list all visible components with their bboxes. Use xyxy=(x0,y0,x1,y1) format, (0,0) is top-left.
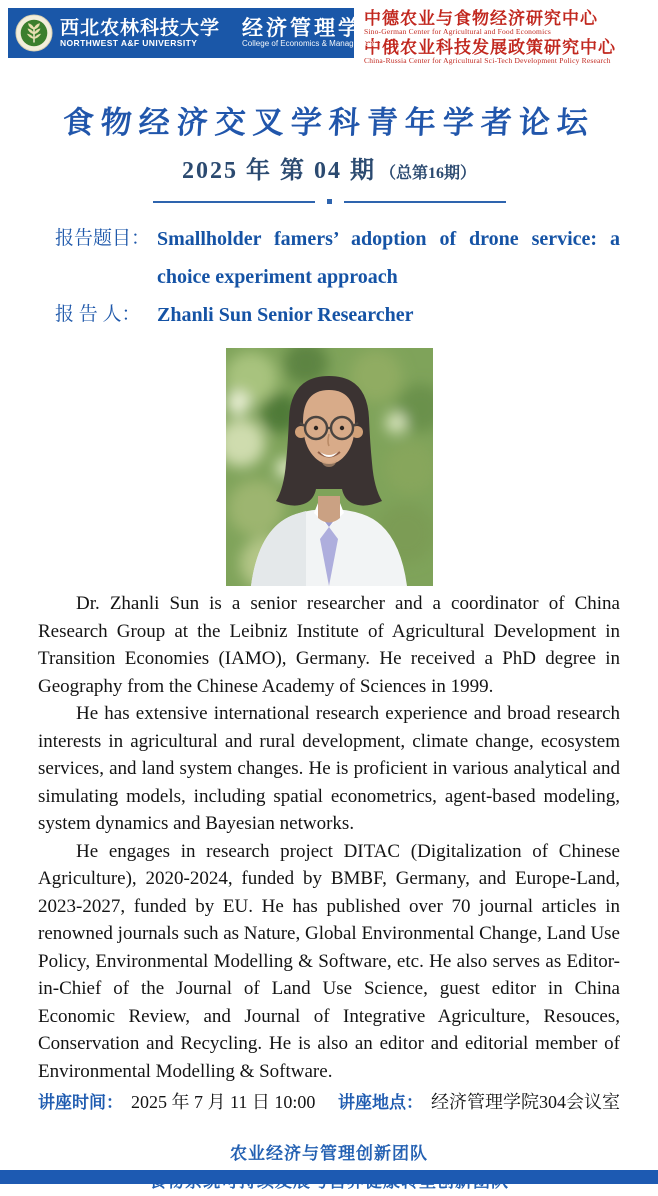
center-1-en: Sino-German Center for Agricultural and Food Economics xyxy=(364,27,552,36)
report-topic-row xyxy=(55,220,620,296)
speaker-photo xyxy=(226,348,433,586)
divider-dot xyxy=(327,199,332,204)
center-2-en: China-Russia Center for Agricultural Sci-Tech Development Policy Research xyxy=(364,55,611,65)
bio-paragraph-2: He has extensive international research experience and broad research interests in agricultural and rural development, climate change, ecosystem services, and land system changes. He is proficient in various analytical and simulating models, including spatial econometrics, agent-based modeling, system dynamics and Bayesian networks. xyxy=(38,703,620,834)
speaker-bio xyxy=(38,590,620,1085)
university-banner xyxy=(8,8,387,58)
university-name-cn: 西北农林科技大学 xyxy=(60,17,221,39)
team-1: 农业经济与管理创新团队 xyxy=(230,1144,428,1163)
university-name xyxy=(60,19,220,48)
issue-line xyxy=(0,150,658,185)
issue-sub: （总第16期） xyxy=(379,165,476,182)
report-info xyxy=(55,220,620,334)
report-speaker-label: 报 告 人： xyxy=(55,304,141,325)
lecture-venue-value: 经济管理学院304会议室 xyxy=(431,1092,620,1112)
divider-line-left xyxy=(153,201,315,203)
issue-main: 2025 年 第 04 期 xyxy=(181,158,376,184)
university-logo-icon xyxy=(15,14,53,52)
college-name-cn: 经济管理学院 xyxy=(242,17,387,41)
schedule-line xyxy=(38,1087,620,1118)
divider-line-right xyxy=(344,201,506,203)
report-speaker-row xyxy=(55,296,620,334)
lecture-time-value: 2025 年 7 月 11 日 10:00 xyxy=(131,1092,316,1112)
report-speaker: Zhanli Sun Senior Researcher xyxy=(157,304,414,326)
research-centers xyxy=(354,8,616,67)
report-topic: Smallholder famers’ adoption of drone service: a choice experiment approach xyxy=(157,228,620,288)
bottom-blue-bar xyxy=(0,1170,658,1184)
lecture-venue-label: 讲座地点： xyxy=(338,1093,423,1112)
bio-paragraph-3: He engages in research project DITAC (Digitalization of Chinese Agriculture), 2020-2024, funded by BMBF, Germany, and Europe-Land, 2023-2027, funded by EU. He has published over 70 journal articles in renowned journals such as Nature, Global Environmental Change, Land Use Policy, Environmental Modelling & Software, etc. He also serves as Editor-in-Chief of the Journal of Land Use Science, guest editor in China Economic Review, and Journal of Integrative Agriculture, Resouces, Conservation and Recycling. He is also an editor and editorial member of Environmental Modelling & Software. xyxy=(38,840,620,1082)
decorative-divider xyxy=(0,199,658,204)
lecture-time-label: 讲座时间： xyxy=(38,1093,123,1112)
center-2-cn: 中俄农业科技发展政策研究中心 xyxy=(364,37,616,57)
bio-paragraph-1: Dr. Zhanli Sun is a senior researcher and a coordinator of China Research Group at the Leibniz Institute of Agricultural Development in Transition Economies (IAMO), Germany. He received a PhD degree in Geography from the Chinese Academy of Sciences in 1999. xyxy=(38,593,620,697)
report-topic-label: 报告题目： xyxy=(55,228,151,249)
seminar-poster xyxy=(0,8,658,1184)
footer-teams xyxy=(0,1140,658,1196)
forum-title: 食物经济交叉学科青年学者论坛 xyxy=(61,105,596,140)
college-name-en: College of Economics & Management xyxy=(242,39,376,49)
header xyxy=(8,8,652,67)
center-1-cn: 中德农业与食物经济研究中心 xyxy=(364,9,598,28)
university-name-en: NORTHWEST A&F UNIVERSITY xyxy=(60,37,198,48)
